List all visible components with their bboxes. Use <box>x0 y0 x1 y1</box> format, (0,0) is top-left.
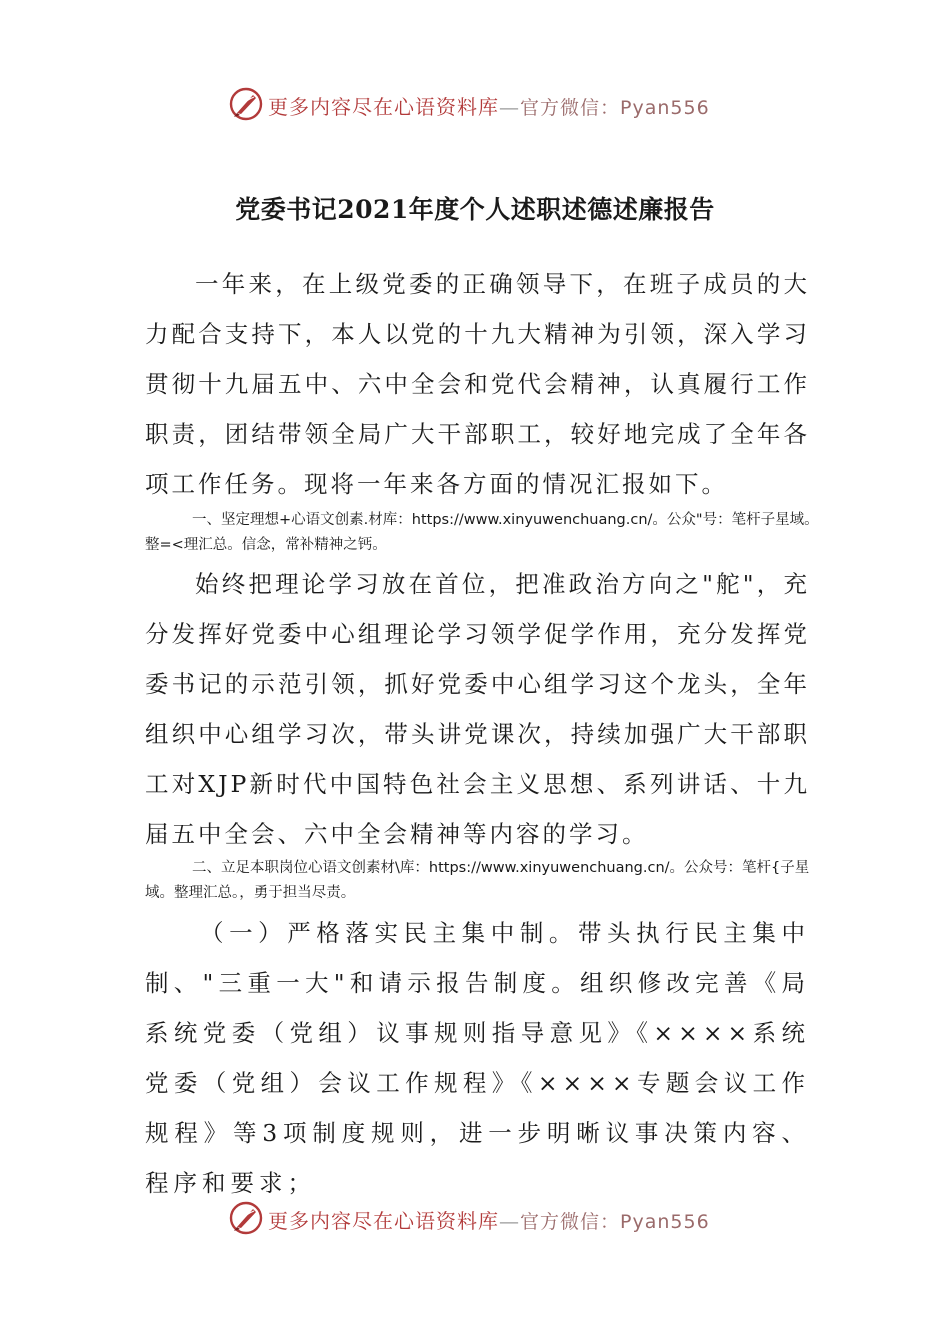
quill-pen-logo-icon <box>228 86 264 122</box>
section1-heading: 一、坚定理想+心语文创素.材库：https://www.xinyuwenchuang.cn/。公众"号：笔杆子星域。整=<理汇总。信念，常补精神之钙。 <box>145 512 819 553</box>
footer-banner <box>0 1198 950 1238</box>
banner-main-text: 更多内容尽在心语资料库 <box>268 1209 499 1233</box>
banner-separator: — <box>499 1209 520 1233</box>
subsection1-paragraph: （一）严格落实民主集中制。带头执行民主集中制、"三重一大"和请示报告制度。组织修改完善《局系统党委（党组）议事规则指导意见》《××××系统党委（党组）会议工作规程》《××××专题会议工作规程》等3项制度规则，进一步明晰议事决策内容、程序和要求； <box>145 919 810 1197</box>
banner-text <box>268 91 710 120</box>
intro-paragraph: 一年来，在上级党委的正确领导下，在班子成员的大力配合支持下，本人以党的十九大精神为引领，深入学习贯彻十九届五中、六中全会和党代会精神，认真履行工作职责，团结带领全局广大干部职工，较好地完成了全年各项工作任务。现将一年来各方面的情况汇报如下。 <box>145 270 810 498</box>
quill-pen-logo-icon <box>228 1200 264 1236</box>
banner-wechat-id: Pyan556 <box>620 1211 710 1233</box>
banner-main-text: 更多内容尽在心语资料库 <box>268 95 499 119</box>
document-title: 党委书记2021年度个人述职述德述廉报告 <box>235 195 715 224</box>
section1-paragraph: 始终把理论学习放在首位，把准政治方向之"舵"，充分发挥好党委中心组理论学习领学促学作用，充分发挥党委书记的示范引领，抓好党委中心组学习这个龙头，全年组织中心组学习次，带头讲党课次，持续加强广大干部职工对XJP新时代中国特色社会主义思想、系列讲话、十九届五中全会、六中全会精神等内容的学习。 <box>145 570 810 848</box>
banner-separator: — <box>499 95 520 119</box>
banner-wechat-id: Pyan556 <box>620 97 710 119</box>
section2-heading: 二、立足本职岗位心语文创素材\库：https://www.xinyuwenchuang.cn/。公众号：笔杆{子星域。整理汇总。，勇于担当尽责。 <box>145 860 810 901</box>
header-banner <box>0 84 950 124</box>
banner-wechat-label: 官方微信： <box>520 97 621 119</box>
banner-text <box>268 1205 710 1234</box>
banner-wechat-label: 官方微信： <box>520 1211 621 1233</box>
